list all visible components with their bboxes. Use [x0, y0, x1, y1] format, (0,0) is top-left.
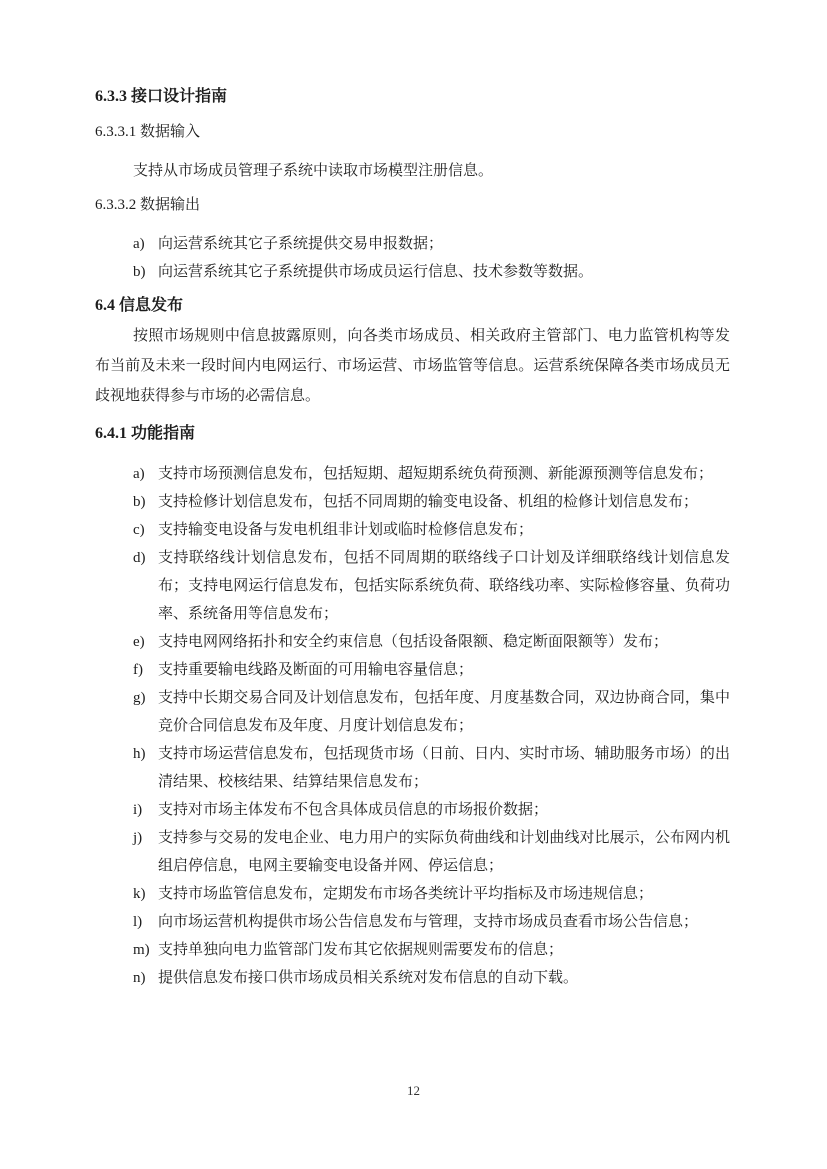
list-item [95, 684, 730, 740]
list-item-text: 支持市场运营信息发布，包括现货市场（日前、日内、实时市场、辅助服务市场）的出清结果、校核结果、结算结果信息发布； [158, 746, 730, 790]
list-item-label: h) [133, 746, 146, 762]
list-item-label: a) [133, 236, 145, 252]
list-item [95, 544, 730, 628]
list-item-label: k) [133, 886, 146, 902]
list-item [95, 740, 730, 796]
list-item [95, 516, 730, 544]
list-item-text: 支持电网网络拓扑和安全约束信息（包括设备限额、稳定断面限额等）发布； [158, 634, 669, 650]
list-item [95, 824, 730, 880]
list-item-text: 支持输变电设备与发电机组非计划或临时检修信息发布； [158, 522, 534, 538]
heading-6-3-3-2: 6.3.3.2 数据输出 [95, 197, 201, 213]
heading-6-4-1: 6.4.1 功能指南 [95, 425, 196, 442]
list-item [95, 656, 730, 684]
list-item [95, 936, 730, 964]
output-list [95, 230, 730, 286]
list-item-text: 支持联络线计划信息发布，包括不同周期的联络线子口计划及详细联络线计划信息发布；支持电网运行信息发布，包括实际系统负荷、联络线功率、实际检修容量、负荷功率、系统备用等信息发布； [158, 550, 730, 622]
list-item [95, 460, 730, 488]
list-item-label: e) [133, 634, 145, 650]
list-item [95, 488, 730, 516]
list-item-label: b) [133, 494, 146, 510]
list-item [95, 964, 730, 992]
list-item-label: m) [133, 942, 150, 958]
list-item [95, 796, 730, 824]
list-item-text: 支持中长期交易合同及计划信息发布，包括年度、月度基数合同，双边协商合同，集中竞价合同信息发布及年度、月度计划信息发布； [158, 690, 730, 734]
list-item-text: 支持市场预测信息发布，包括短期、超短期系统负荷预测、新能源预测等信息发布； [158, 466, 714, 482]
list-item-label: i) [133, 802, 143, 818]
list-item-label: a) [133, 466, 145, 482]
list-item-label: d) [133, 550, 146, 566]
list-item [95, 628, 730, 656]
list-item-label: n) [133, 970, 146, 986]
list-item-text: 向市场运营机构提供市场公告信息发布与管理，支持市场成员查看市场公告信息； [158, 914, 699, 930]
list-item [95, 908, 730, 936]
list-item [95, 880, 730, 908]
list-item-text: 支持参与交易的发电企业、电力用户的实际负荷曲线和计划曲线对比展示，公布网内机组启停信息，电网主要输变电设备并网、停运信息； [158, 830, 730, 874]
list-item-label: f) [133, 662, 143, 678]
list-item-label: c) [133, 522, 145, 538]
list-item-text: 向运营系统其它子系统提供市场成员运行信息、技术参数等数据。 [158, 264, 594, 280]
list-item-text: 支持市场监管信息发布，定期发布市场各类统计平均指标及市场违规信息； [158, 886, 654, 902]
function-list [95, 460, 730, 992]
list-item [95, 258, 730, 286]
list-item-text: 支持检修计划信息发布，包括不同周期的输变电设备、机组的检修计划信息发布； [158, 494, 699, 510]
list-item-label: j) [133, 830, 143, 846]
list-item-text: 向运营系统其它子系统提供交易申报数据； [158, 236, 444, 252]
heading-6-3-3: 6.3.3 接口设计指南 [95, 88, 228, 105]
list-item [95, 230, 730, 258]
paragraph-info-release: 按照市场规则中信息披露原则，向各类市场成员、相关政府主管部门、电力监管机构等发布当前及未来一段时间内电网运行、市场运营、市场监管等信息。运营系统保障各类市场成员无歧视地获得参与市场的必需信息。 [95, 328, 730, 404]
list-item-text: 支持单独向电力监管部门发布其它依据规则需要发布的信息； [158, 942, 564, 958]
heading-6-4: 6.4 信息发布 [95, 297, 184, 314]
heading-6-3-3-1: 6.3.3.1 数据输入 [95, 124, 201, 140]
list-item-text: 提供信息发布接口供市场成员相关系统对发布信息的自动下载。 [158, 970, 579, 986]
paragraph-data-input: 支持从市场成员管理子系统中读取市场模型注册信息。 [133, 163, 494, 179]
list-item-text: 支持对市场主体发布不包含具体成员信息的市场报价数据； [158, 802, 549, 818]
list-item-label: l) [133, 914, 143, 930]
list-item-label: b) [133, 264, 146, 280]
list-item-label: g) [133, 690, 146, 706]
list-item-text: 支持重要输电线路及断面的可用输电容量信息； [158, 662, 474, 678]
page-number: 12 [407, 1083, 420, 1098]
